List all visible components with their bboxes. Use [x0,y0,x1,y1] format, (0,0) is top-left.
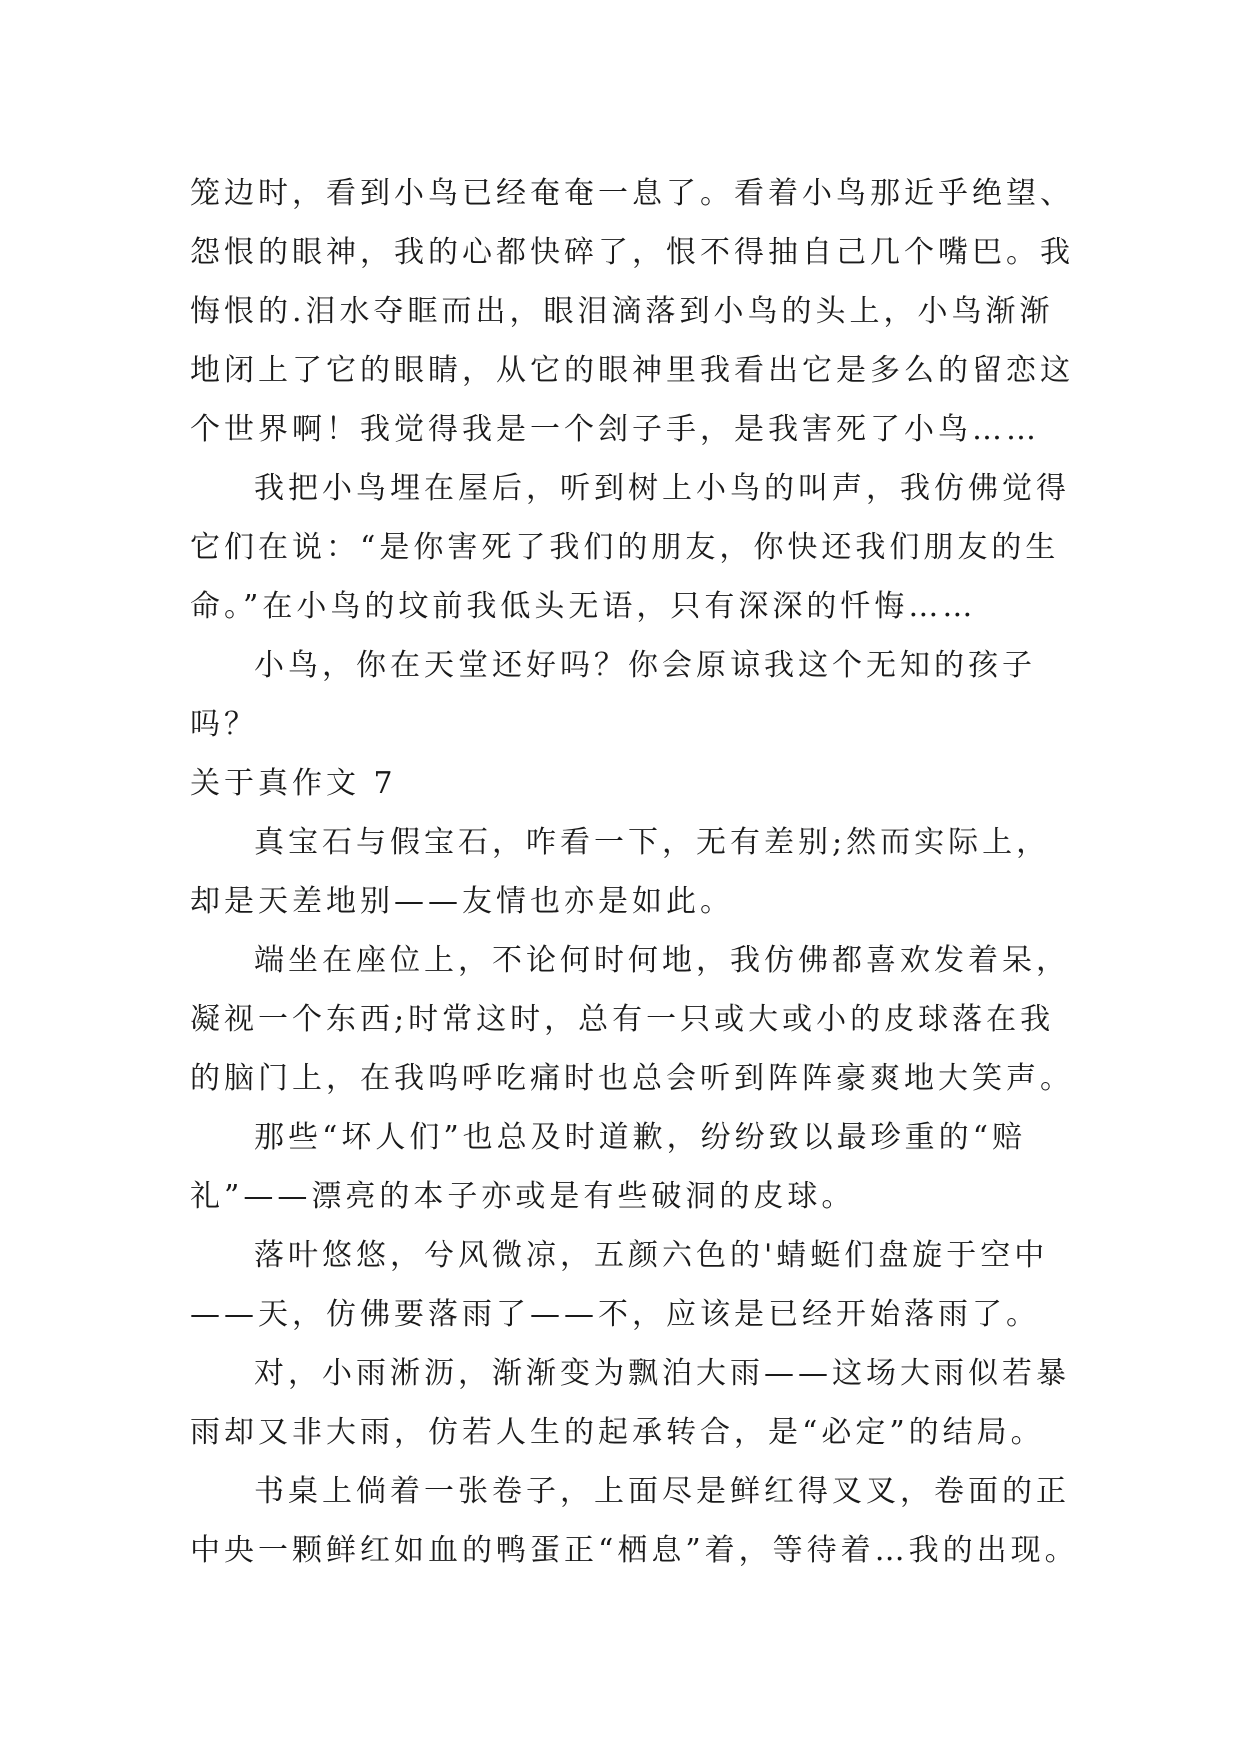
text-line: 对，小雨淅沥，渐渐变为飘泊大雨——这场大雨似若暴 [254,1356,1070,1391]
text-line: 那些“坏人们”也总及时道歉，纷纷致以最珍重的“赔 [254,1120,1027,1155]
text-line: 书桌上倘着一张卷子，上面尽是鲜红得叉叉，卷面的正 [254,1474,1070,1509]
text-line: 真宝石与假宝石，咋看一下，无有差别;然而实际上， [254,825,1051,860]
text-line: 个世界啊！我觉得我是一个刽子手，是我害死了小鸟…… [190,412,1040,447]
text-line: 礼”——漂亮的本子亦或是有些破洞的皮球。 [190,1179,856,1214]
section-heading: 关于真作文 7 [190,766,397,801]
text-line: 它们在说：“是你害死了我们的朋友，你快还我们朋友的生 [190,530,1060,565]
text-line: 却是天差地别——友情也亦是如此。 [190,884,734,919]
text-line: 笼边时，看到小鸟已经奄奄一息了。看着小鸟那近乎绝望、 [190,176,1074,211]
text-line: ——天，仿佛要落雨了——不，应该是已经开始落雨了。 [190,1297,1040,1332]
text-line: 怨恨的眼神，我的心都快碎了，恨不得抽自己几个嘴巴。我 [190,235,1074,270]
text-line: 中央一颗鲜红如血的鸭蛋正“栖息”着，等待着…我的出现。 [190,1533,1079,1568]
text-line: 命。”在小鸟的坟前我低头无语，只有深深的忏悔…… [190,589,977,624]
document-body [190,164,1079,1580]
text-line: 端坐在座位上，不论何时何地，我仿佛都喜欢发着呆， [254,943,1070,978]
text-line: 小鸟，你在天堂还好吗？你会原谅我这个无知的孩子 [254,648,1036,683]
text-line: 雨却又非大雨，仿若人生的起承转合，是“必定”的结局。 [190,1415,1045,1450]
text-line: 悔恨的.泪水夺眶而出，眼泪滴落到小鸟的头上，小鸟渐渐 [190,294,1054,329]
text-line: 我把小鸟埋在屋后，听到树上小鸟的叫声，我仿佛觉得 [254,471,1070,506]
text-line: 的脑门上，在我呜呼吃痛时也总会听到阵阵豪爽地大笑声。 [190,1061,1074,1096]
text-line: 落叶悠悠，兮风微凉，五颜六色的'蜻蜓们盘旋于空中 [254,1238,1049,1273]
text-line: 地闭上了它的眼睛，从它的眼神里我看出它是多么的留恋这 [190,353,1074,388]
text-line: 吗？ [190,707,258,742]
text-line: 凝视一个东西;时常这时，总有一只或大或小的皮球落在我 [190,1002,1055,1037]
